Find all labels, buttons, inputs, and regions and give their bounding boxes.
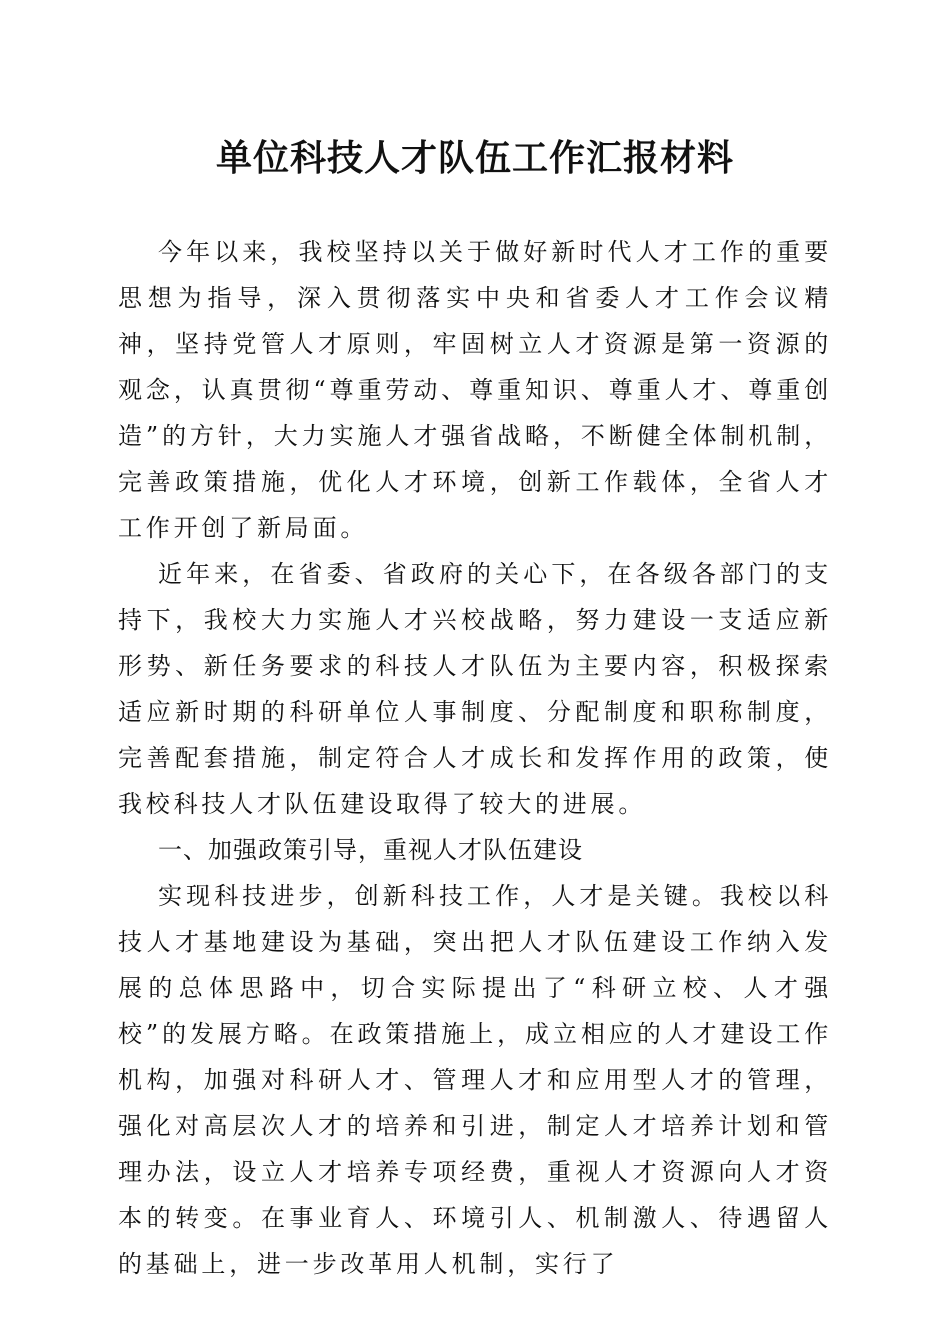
document-title: 单位科技人才队伍工作汇报材料 <box>215 137 734 179</box>
background-paragraph: 近年来，在省委、省政府的关心下，在各级各部门的支持下，我校大力实施人才兴校战略，努力建设一支适应新形势、新任务要求的科技人才队伍为主要内容，积极探索适应新时期的科研单位人事制度、分配制度和职称制度，完善配套措施，制定符合人才成长和发挥作用的政策，使我校科技人才队伍建设取得了较大的进展。 <box>118 560 832 818</box>
intro-paragraph: 今年以来，我校坚持以关于做好新时代人才工作的重要思想为指导，深入贯彻落实中央和省委人才工作会议精神，坚持党管人才原则，牢固树立人才资源是第一资源的观念，认真贯彻“尊重劳动、尊重知识、尊重人才、尊重创造”的方针，大力实施人才强省战略，不断健全体制机制，完善政策措施，优化人才环境，创新工作载体，全省人才工作开创了新局面。 <box>118 238 832 542</box>
section-heading: 一、加强政策引导，重视人才队伍建设 <box>158 836 583 864</box>
document-body <box>118 229 832 1287</box>
section-paragraph: 实现科技进步，创新科技工作，人才是关键。我校以科技人才基地建设为基础，突出把人才队伍建设工作纳入发展的总体思路中，切合实际提出了“科研立校、人才强校”的发展方略。在政策措施上，成立相应的人才建设工作机构，加强对科研人才、管理人才和应用型人才的管理，强化对高层次人才的培养和引进，制定人才培养计划和管理办法，设立人才培养专项经费，重视人才资源向人才资本的转变。在事业育人、环境引人、机制激人、待遇留人的基础上，进一步改革用人机制，实行了 <box>118 882 832 1278</box>
